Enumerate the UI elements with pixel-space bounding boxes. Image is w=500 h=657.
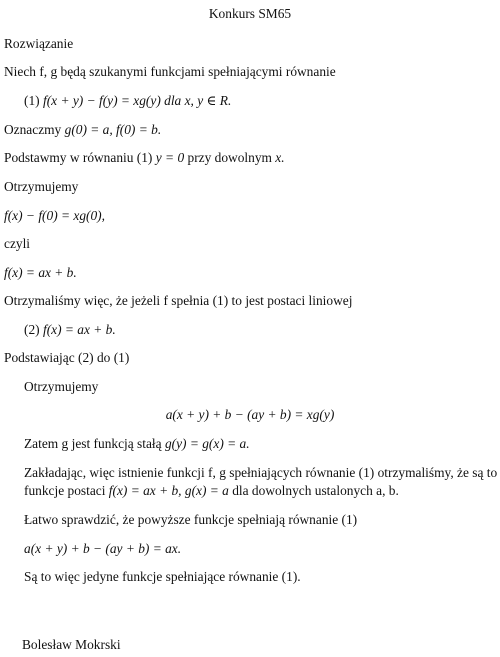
equation-1 — [24, 92, 231, 109]
author-signature: Bolesław Mokrski — [22, 637, 121, 652]
section-heading: Rozwiązanie — [4, 36, 74, 51]
assume-line-2-math: f(x) = ax + b, g(x) = a — [108, 483, 229, 498]
intro-paragraph: Niech f, g będą szukanymi funkcjami spełniającymi równanie — [4, 64, 336, 79]
substitute-math-2: x. — [275, 150, 285, 165]
substituting-line: Podstawiając (2) do (1) — [4, 350, 130, 365]
denote-line — [4, 121, 161, 138]
substitute-line — [4, 149, 285, 166]
substitute-math-1: y = 0 — [155, 150, 185, 165]
document-title: Konkurs SM65 — [208, 6, 292, 21]
obtain-line-1: Otrzymujemy — [4, 179, 79, 194]
assume-line-2-text: funkcje postaci — [24, 483, 106, 498]
thus-line — [24, 435, 250, 452]
denote-text: Oznaczmy — [4, 122, 62, 137]
equation-2 — [24, 321, 116, 338]
thus-math: g(y) = g(x) = a. — [164, 436, 250, 451]
thus-text: Zatem g jest funkcją stałą — [24, 436, 162, 451]
equation-2-number: (2) — [24, 322, 40, 337]
equation-1-number: (1) — [24, 93, 40, 108]
obtain-line-2: Otrzymujemy — [24, 379, 99, 394]
substitute-text-2: przy dowolnym — [187, 150, 272, 165]
equation-1-math: f(x + y) − f(y) = xg(y) dla x, y ∈ R. — [42, 93, 232, 108]
equation-centered: a(x + y) + b − (ay + b) = xg(y) — [165, 407, 335, 422]
equation-f-linear: f(x) = ax + b. — [4, 265, 77, 280]
final-line: Są to więc jedyne funkcje spełniające równanie (1). — [24, 569, 301, 584]
check-equation: a(x + y) + b − (ay + b) = ax. — [24, 541, 182, 556]
equation-2-math: f(x) = ax + b. — [42, 322, 116, 337]
check-line: Łatwo sprawdzić, że powyższe funkcje spełniają równanie (1) — [24, 512, 358, 527]
equation-f-minus: f(x) − f(0) = xg(0), — [4, 208, 105, 223]
assume-line-2 — [24, 482, 399, 499]
conclusion-line: Otrzymaliśmy więc, że jeżeli f spełnia (1) to jest postaci liniowej — [4, 293, 353, 308]
assume-line-2-tail: dla dowolnych ustalonych a, b. — [232, 483, 399, 498]
assume-line-1: Zakładając, więc istnienie funkcji f, g spełniających równanie (1) otrzymaliśmy, że są to — [24, 465, 498, 480]
substitute-text-1: Podstawmy w równaniu (1) — [4, 150, 153, 165]
denote-math: g(0) = a, f(0) = b. — [64, 122, 162, 137]
that-is-line: czyli — [4, 236, 31, 251]
